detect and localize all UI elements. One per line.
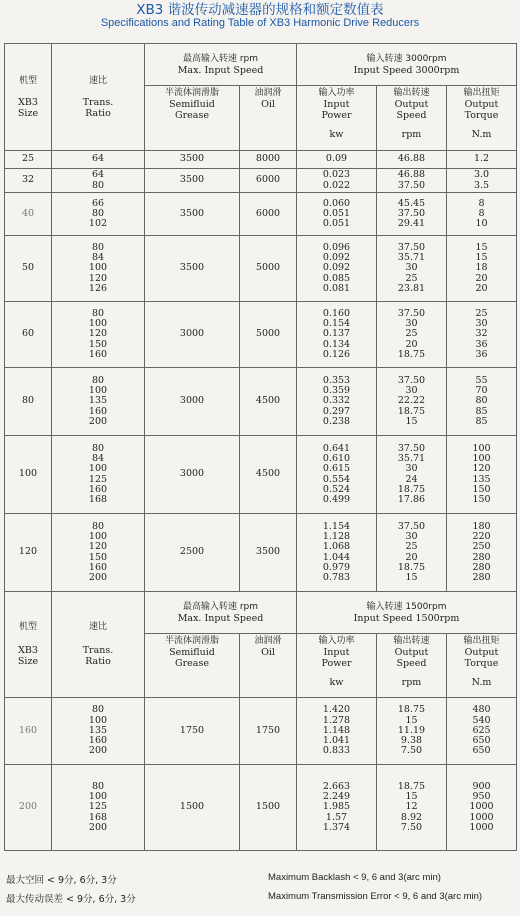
header-out-speed-en-2: Speed <box>396 110 427 121</box>
header2-grease-en-2: Grease <box>175 658 209 669</box>
table-row <box>5 698 517 765</box>
footer-error-en: Maximum Transmission Error < 9, 6 and 3(arc min) <box>268 891 483 902</box>
cell-ratio: 66 80 102 <box>52 193 145 236</box>
cell-grease: 3500 <box>145 169 240 193</box>
cell-ratio: 80 84 100 120 126 <box>52 236 145 302</box>
header-model-cn: 机型 <box>18 75 37 86</box>
header2-ratio <box>52 592 145 698</box>
header2-input-speed <box>297 592 517 634</box>
header2-ratio-en-2: Ratio <box>85 656 111 667</box>
cell-size: 160 <box>5 698 52 765</box>
header2-torque-cn: 输出扭矩 <box>463 636 500 646</box>
cell-torque: 1.2 <box>447 151 517 169</box>
header2-model <box>5 592 52 698</box>
header-grease-cn: 半流体润滑脂 <box>164 88 219 98</box>
cell-speed: 37.50 35.71 30 24 18.75 17.86 <box>377 436 447 514</box>
cell-ratio: 80 84 100 125 160 168 <box>52 436 145 514</box>
header-oil-cn: 油润滑 <box>254 88 282 98</box>
cell-torque: 480 540 625 650 650 <box>447 698 517 765</box>
cell-power: 0.096 0.092 0.092 0.085 0.081 <box>297 236 377 302</box>
cell-speed: 37.50 30 25 20 18.75 <box>377 302 447 368</box>
header-input-speed-cn: 输入转速 3000rpm <box>366 53 447 64</box>
header2-ratio-en: Trans. <box>82 645 114 656</box>
cell-torque: 25 30 32 36 36 <box>447 302 517 368</box>
header2-input-speed-en: Input Speed 1500rpm <box>353 612 460 624</box>
cell-grease: 3500 <box>145 193 240 236</box>
cell-speed: 37.50 30 25 20 18.75 15 <box>377 514 447 592</box>
header2-grease <box>145 634 240 698</box>
header2-torque <box>447 634 517 698</box>
header2-out-speed-unit: rpm <box>401 677 422 688</box>
cell-speed: 37.50 30 22.22 18.75 15 <box>377 368 447 436</box>
header2-out-speed-cn: 输出转速 <box>393 636 430 646</box>
cell-size: 60 <box>5 302 52 368</box>
table-row <box>5 193 517 236</box>
cell-size: 32 <box>5 169 52 193</box>
header-grease-en: Semifluid <box>169 99 215 110</box>
header-ratio <box>52 44 145 151</box>
cell-grease: 3000 <box>145 302 240 368</box>
cell-oil: 1750 <box>240 698 297 765</box>
header2-grease-cn: 半流体润滑脂 <box>164 636 219 646</box>
header2-torque-en: Output <box>464 647 499 658</box>
header2-model-cn: 机型 <box>18 622 37 632</box>
header-torque-en: Output <box>464 99 499 110</box>
cell-torque: 3.0 3.5 <box>447 169 517 193</box>
header-power-en: Input <box>323 99 350 110</box>
header2-power-unit: kw <box>329 677 344 688</box>
table-row <box>5 236 517 302</box>
cell-oil: 3500 <box>240 514 297 592</box>
header2-grease-en: Semifluid <box>169 647 215 658</box>
cell-grease: 3500 <box>145 151 240 169</box>
cell-size: 80 <box>5 368 52 436</box>
cell-power: 0.353 0.359 0.332 0.297 0.238 <box>297 368 377 436</box>
header-max-input-speed-cn: 最高输入转速 rpm <box>182 53 259 64</box>
cell-torque: 15 15 18 20 20 <box>447 236 517 302</box>
table-row <box>5 151 517 169</box>
cell-grease: 1500 <box>145 765 240 851</box>
header2-power-cn: 输入功率 <box>318 636 355 646</box>
cell-size: 50 <box>5 236 52 302</box>
header2-out-speed-en: Output <box>394 647 429 658</box>
cell-ratio: 80 100 125 168 200 <box>52 765 145 851</box>
header2-out-speed <box>377 634 447 698</box>
cell-oil: 6000 <box>240 193 297 236</box>
header-input-speed-en: Input Speed 3000rpm <box>353 64 460 76</box>
header2-power-en: Input <box>323 647 350 658</box>
header-model-en-2: Size <box>17 107 39 119</box>
cell-ratio: 80 100 135 160 200 <box>52 368 145 436</box>
cell-torque: 180 220 250 280 280 280 <box>447 514 517 592</box>
cell-power: 2.663 2.249 1.985 1.57 1.374 <box>297 765 377 851</box>
cell-size: 40 <box>5 193 52 236</box>
cell-ratio: 64 80 <box>52 169 145 193</box>
header-grease <box>145 86 240 151</box>
cell-power: 0.09 <box>297 151 377 169</box>
table-row <box>5 514 517 592</box>
header-torque-cn: 输出扭矩 <box>463 88 500 98</box>
header-out-speed-cn: 输出转速 <box>393 88 430 98</box>
header-grease-en-2: Grease <box>175 110 209 121</box>
spec-table <box>4 43 517 851</box>
footer-backlash-cn: 最大空回 < 9分, 6分, 3分 <box>6 875 117 886</box>
cell-grease: 3500 <box>145 236 240 302</box>
cell-grease: 2500 <box>145 514 240 592</box>
cell-speed: 46.88 <box>377 151 447 169</box>
cell-speed: 18.75 15 11.19 9.38 7.50 <box>377 698 447 765</box>
header2-max-input-speed-cn: 最高输入转速 rpm <box>182 601 259 612</box>
cell-power: 0.160 0.154 0.137 0.134 0.126 <box>297 302 377 368</box>
header-ratio-cn: 速比 <box>88 75 107 86</box>
header-oil-en: Oil <box>261 99 275 110</box>
header2-oil <box>240 634 297 698</box>
header-torque <box>447 86 517 151</box>
header-model <box>5 44 52 151</box>
header2-out-speed-en-2: Speed <box>396 658 427 669</box>
cell-power: 0.060 0.051 0.051 <box>297 193 377 236</box>
cell-ratio: 80 100 120 150 160 <box>52 302 145 368</box>
cell-oil: 8000 <box>240 151 297 169</box>
cell-torque: 900 950 1000 1000 1000 <box>447 765 517 851</box>
header2-torque-unit: N.m <box>471 677 492 688</box>
header2-row-1 <box>5 592 517 634</box>
cell-speed: 45.45 37.50 29.41 <box>377 193 447 236</box>
cell-power: 1.420 1.278 1.148 1.041 0.833 <box>297 698 377 765</box>
table-row <box>5 368 517 436</box>
cell-grease: 3000 <box>145 436 240 514</box>
header2-max-input-speed <box>145 592 297 634</box>
cell-oil: 1500 <box>240 765 297 851</box>
cell-torque: 100 100 120 135 150 150 <box>447 436 517 514</box>
header-max-input-speed <box>145 44 297 86</box>
cell-torque: 55 70 80 85 85 <box>447 368 517 436</box>
header-out-speed-en: Output <box>394 99 429 110</box>
header2-input-speed-cn: 输入转速 1500rpm <box>366 601 447 612</box>
cell-size: 200 <box>5 765 52 851</box>
header-power-unit: kw <box>329 129 344 140</box>
footer-backlash-en: Maximum Backlash < 9, 6 and 3(arc min) <box>268 872 441 883</box>
table-row <box>5 169 517 193</box>
cell-oil: 5000 <box>240 236 297 302</box>
cell-oil: 5000 <box>240 302 297 368</box>
header2-power <box>297 634 377 698</box>
header-row-1 <box>5 44 517 86</box>
header-power-cn: 输入功率 <box>318 88 355 98</box>
cell-speed: 37.50 35.71 30 25 23.81 <box>377 236 447 302</box>
header-ratio-en: Trans. <box>82 96 114 108</box>
table-row <box>5 436 517 514</box>
title-chinese: XB3 谐波传动减速器的规格和额定数值表 <box>136 2 384 18</box>
header2-torque-en-2: Torque <box>464 658 499 669</box>
cell-oil: 4500 <box>240 436 297 514</box>
header2-oil-en: Oil <box>261 647 275 658</box>
header2-power-en-2: Power <box>321 658 352 669</box>
table-row <box>5 765 517 851</box>
header-max-input-speed-en: Max. Input Speed <box>177 64 264 76</box>
footer-error-cn: 最大传动误差 < 9分, 6分, 3分 <box>6 894 136 905</box>
cell-ratio: 80 100 135 160 200 <box>52 698 145 765</box>
header-ratio-en-2: Ratio <box>85 107 111 119</box>
header2-oil-cn: 油润滑 <box>254 636 282 646</box>
cell-size: 100 <box>5 436 52 514</box>
header-input-speed <box>297 44 517 86</box>
cell-size: 25 <box>5 151 52 169</box>
cell-ratio: 80 100 120 150 160 200 <box>52 514 145 592</box>
cell-grease: 3000 <box>145 368 240 436</box>
cell-speed: 18.75 15 12 8.92 7.50 <box>377 765 447 851</box>
header-torque-en-2: Torque <box>464 110 499 121</box>
cell-torque: 8 8 10 <box>447 193 517 236</box>
cell-power: 0.641 0.610 0.615 0.554 0.524 0.499 <box>297 436 377 514</box>
header-power <box>297 86 377 151</box>
header-torque-unit: N.m <box>471 129 492 140</box>
table-row <box>5 302 517 368</box>
cell-oil: 4500 <box>240 368 297 436</box>
title-english: Specifications and Rating Table of XB3 Harmonic Drive Reducers <box>100 17 420 29</box>
cell-ratio: 64 <box>52 151 145 169</box>
cell-size: 120 <box>5 514 52 592</box>
cell-grease: 1750 <box>145 698 240 765</box>
header-oil <box>240 86 297 151</box>
header2-ratio-cn: 速比 <box>88 622 107 632</box>
header-out-speed-unit: rpm <box>401 129 422 140</box>
header2-model-en-2: Size <box>17 656 39 667</box>
header2-model-en: XB3 <box>18 645 38 656</box>
header-model-en: XB3 <box>18 96 38 108</box>
header-out-speed <box>377 86 447 151</box>
header2-max-input-speed-en: Max. Input Speed <box>177 612 264 624</box>
header-power-en-2: Power <box>321 110 352 121</box>
cell-power: 0.023 0.022 <box>297 169 377 193</box>
cell-oil: 6000 <box>240 169 297 193</box>
cell-power: 1.154 1.128 1.068 1.044 0.979 0.783 <box>297 514 377 592</box>
cell-speed: 46.88 37.50 <box>377 169 447 193</box>
